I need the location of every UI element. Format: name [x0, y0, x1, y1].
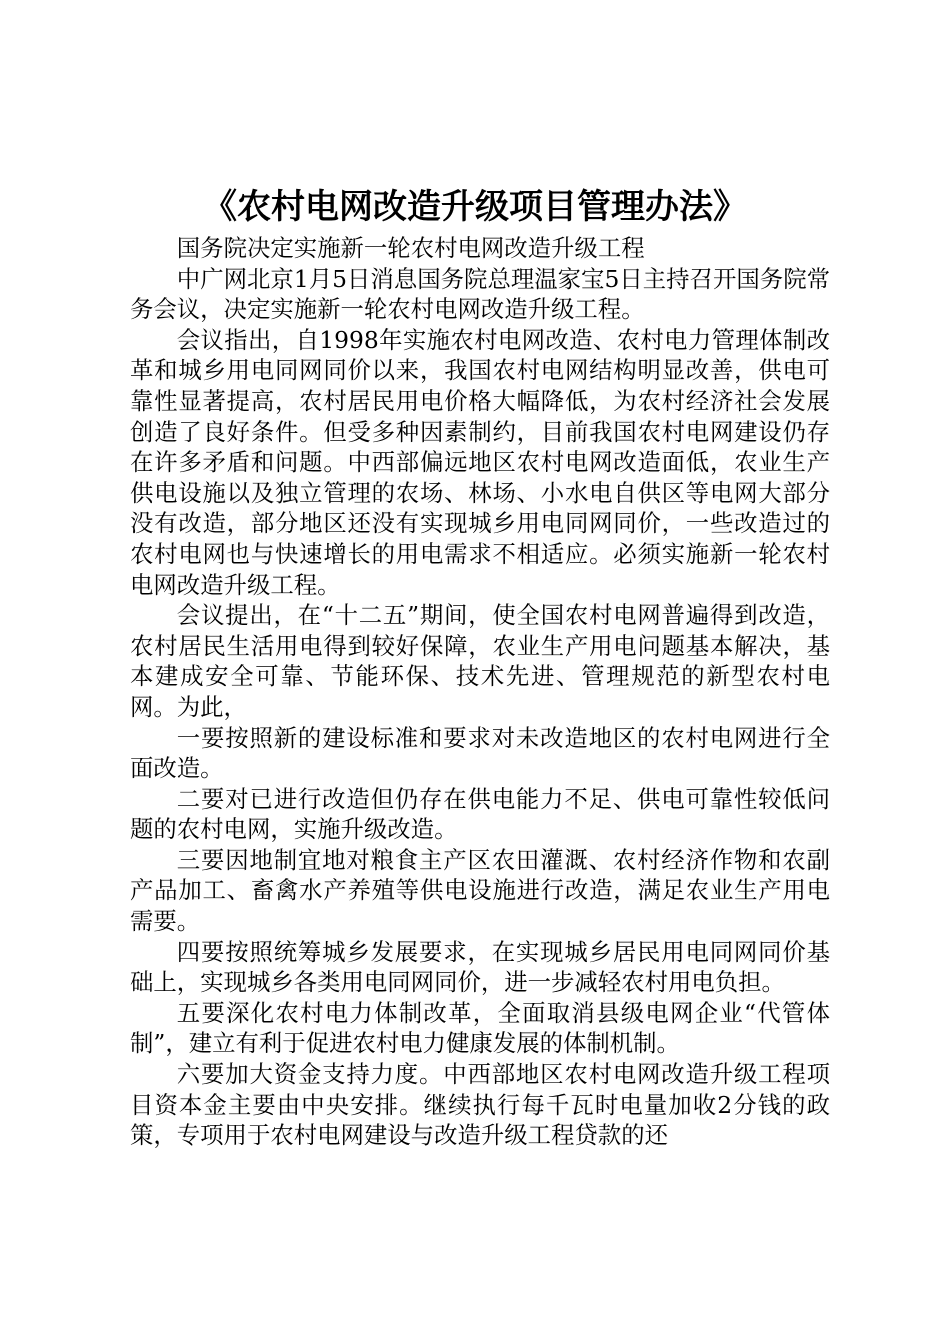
- paragraph: 中广网北京1月5日消息国务院总理温家宝5日主持召开国务院常务会议，决定实施新一轮农村电网改造升级工程。: [130, 264, 830, 324]
- paragraph: 国务院决定实施新一轮农村电网改造升级工程: [176, 234, 645, 262]
- paragraph: 一要按照新的建设标准和要求对未改造地区的农村电网进行全面改造。: [130, 723, 830, 783]
- paragraph: 五要深化农村电力体制改革，全面取消县级电网企业“代管体制”，建立有利于促进农村电力健康发展的体制机制。: [130, 998, 830, 1058]
- paragraph: 二要对已进行改造但仍存在供电能力不足、供电可靠性较低问题的农村电网，实施升级改造。: [130, 784, 830, 844]
- paragraph: 六要加大资金支持力度。中西部地区农村电网改造升级工程项目资本金主要由中央安排。继续执行每千瓦时电量加收2分钱的政策，专项用于农村电网建设与改造升级工程贷款的还: [130, 1060, 830, 1150]
- document-title: 《农村电网改造升级项目管理办法》: [203, 187, 747, 227]
- paragraph: 四要按照统筹城乡发展要求，在实现城乡居民用电同网同价基础上，实现城乡各类用电同网同价，进一步减轻农村用电负担。: [130, 937, 830, 997]
- paragraph: 会议指出，自1998年实施农村电网改造、农村电力管理体制改革和城乡用电同网同价以来，我国农村电网结构明显改善，供电可靠性显著提高，农村居民用电价格大幅降低，为农村经济社会发展创造了良好条件。但受多种因素制约，目前我国农村电网建设仍存在许多矛盾和问题。中西部偏远地区农村电网改造面低，农业生产供电设施以及独立管理的农场、林场、小水电自供区等电网大部分没有改造，部分地区还没有实现城乡用电同网同价，一些改造过的农村电网也与快速增长的用电需求不相适应。必须实施新一轮农村电网改造升级工程。: [130, 325, 830, 599]
- paragraph: 三要因地制宜地对粮食主产区农田灌溉、农村经济作物和农副产品加工、畜禽水产养殖等供电设施进行改造，满足农业生产用电需要。: [130, 845, 830, 936]
- paragraph: 会议提出，在“十二五”期间，使全国农村电网普遍得到改造，农村居民生活用电得到较好保障，农业生产用电问题基本解决，基本建成安全可靠、节能环保、技术先进、管理规范的新型农村电网。为此，: [130, 601, 830, 721]
- document-body: [130, 233, 830, 1151]
